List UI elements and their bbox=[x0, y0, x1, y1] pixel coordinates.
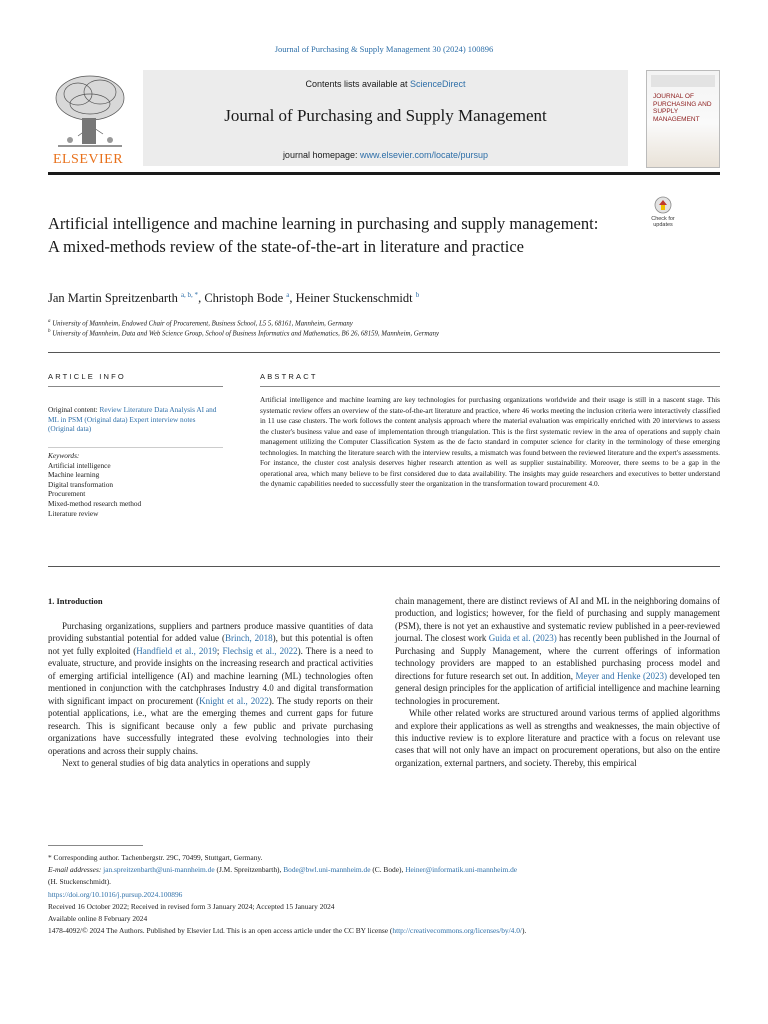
original-content-label: Original content: bbox=[48, 405, 100, 414]
crossmark-badge[interactable] bbox=[648, 196, 678, 228]
paragraph-text: has recently been published in the Journal of Purchasing and Supply Management, where the current offerings of information technology providers are mapped to an established purchasing process model and directions for future research set out. In addition, bbox=[395, 633, 720, 681]
divider bbox=[48, 566, 720, 567]
cover-text: JOURNAL OF PURCHASING AND SUPPLY MANAGEMENT bbox=[653, 93, 712, 123]
citation-link[interactable]: Knight et al., 2022 bbox=[199, 695, 269, 706]
paragraph-text: Purchasing organizations, suppliers and partners produce massive quantities of data providing substantial potential for added value ( bbox=[48, 621, 373, 644]
email-link[interactable]: jan.spreitzenbarth@uni-mannheim.de bbox=[103, 865, 215, 875]
elsevier-logo[interactable] bbox=[48, 70, 140, 168]
original-content-links[interactable]: Review Literature Data Analysis AI and ML in PSM (Original data) Expert interview notes (Original data) bbox=[48, 405, 217, 434]
citation-link[interactable]: Brinch, 2018 bbox=[224, 633, 273, 644]
article-title: Artificial intelligence and machine learning in purchasing and supply management: A mixed-methods review of the state-of-the-art in literature and practice bbox=[48, 214, 599, 256]
license-suffix: ). bbox=[521, 926, 527, 936]
affiliation bbox=[48, 319, 708, 327]
body-paragraph bbox=[48, 757, 373, 769]
available-online: Available online 8 February 2024 bbox=[48, 914, 148, 924]
affiliation-mark: b bbox=[48, 329, 51, 334]
paragraph-text: chain management, there are distinct reviews of AI and ML in the neighboring domains of production, and logistics; however, for the field of purchasing and supply management (PSM), there is not yet an exhaustive and systematic review published in a peer-reviewed journal. The closest work bbox=[395, 596, 720, 644]
author-marks[interactable]: b bbox=[415, 291, 420, 299]
affiliation-mark: a bbox=[48, 319, 51, 324]
masthead bbox=[48, 70, 720, 172]
crossmark-icon bbox=[650, 196, 676, 214]
citation-link[interactable]: Flechsig et al., 2022 bbox=[222, 645, 298, 656]
contents-line bbox=[143, 79, 628, 89]
sciencedirect-link[interactable]: ScienceDirect bbox=[410, 79, 466, 89]
email-link[interactable]: Bode@bwl.uni-mannheim.de bbox=[283, 865, 371, 875]
author-name[interactable]: Heiner Stuckenschmidt bbox=[295, 291, 413, 306]
paragraph-text: ). There is a need to evaluate, structure, and provide insights on the increasing research and practical activities of emerging artificial intelligence (AI) and machine learning (ML) technologies often mentioned in conjunction with the catchphrases Industry 4.0 and digital transformation with significant impact on procurement ( bbox=[48, 645, 373, 706]
author-list: Jan Martin Spreitzenbarth $^{a, b, *}$, Christoph Bode $^a$, Heiner Stuckenschmidt $^b$ bbox=[48, 291, 420, 306]
keyword: Procurement bbox=[48, 489, 86, 499]
section-heading: 1. Introduction bbox=[48, 596, 103, 606]
author-marks[interactable]: a bbox=[286, 291, 290, 299]
author-name[interactable]: Jan Martin Spreitzenbarth bbox=[48, 291, 178, 306]
citation-link[interactable]: Guida et al. (2023) bbox=[488, 633, 557, 644]
keyword: Artificial intelligence bbox=[48, 460, 111, 470]
journal-title: Journal of Purchasing and Supply Management bbox=[224, 106, 547, 125]
article-info-heading: ARTICLE INFO bbox=[48, 372, 126, 381]
publisher-name: ELSEVIER bbox=[52, 152, 124, 167]
cover-stripe bbox=[651, 75, 715, 87]
homepage-link[interactable]: www.elsevier.com/locate/pursup bbox=[360, 150, 489, 160]
journal-cover-image[interactable] bbox=[646, 70, 720, 168]
footnote-rule bbox=[48, 845, 143, 846]
crossmark-label: Check for updates bbox=[651, 216, 675, 228]
paragraph-text: ). The study reports on their potential applications, i.e., what are the emerging themes and current gaps for future research. This is significant because only a few public and private purchasing organizations have successfully integrated these evolving technologies into their operations and across their supply chains. bbox=[48, 695, 373, 756]
abstract-heading: ABSTRACT bbox=[260, 372, 318, 381]
keyword: Mixed-method research method bbox=[48, 498, 142, 508]
corresponding-author-note: * Corresponding author. Tachenbergstr. 29C, 70499, Stuttgart, Germany. bbox=[48, 853, 263, 862]
body-column-right bbox=[395, 595, 720, 769]
citation-link[interactable]: Meyer and Henke (2023) bbox=[575, 670, 667, 681]
body-paragraph bbox=[395, 595, 720, 707]
journal-banner bbox=[143, 70, 628, 166]
email-owner: (H. Stuckenschmidt). bbox=[48, 877, 112, 887]
paragraph-text: ; bbox=[216, 645, 223, 656]
original-content bbox=[48, 405, 223, 434]
email-owner: (J.M. Spreitzenbarth), bbox=[214, 865, 284, 875]
paragraph-text: Next to general studies of big data analytics in operations and supply bbox=[62, 757, 311, 768]
keyword: Machine learning bbox=[48, 470, 100, 480]
body-paragraph bbox=[395, 707, 720, 769]
email-label: E-mail addresses: bbox=[48, 865, 104, 875]
doi-link[interactable]: https://doi.org/10.1016/j.pursup.2024.100896 bbox=[48, 889, 183, 899]
keywords-label: Keywords: bbox=[48, 451, 80, 460]
paragraph-text: developed ten general design principles for the application of artificial intelligence and machine learning technologies in procurement. bbox=[395, 670, 720, 706]
email-addresses bbox=[48, 864, 720, 876]
body-paragraph bbox=[48, 620, 373, 757]
divider bbox=[48, 352, 720, 353]
affiliation-text: University of Mannheim, Endowed Chair of Procurement, Business School, L5 5, 68161, Mannheim, Germany bbox=[52, 320, 353, 328]
affiliation-text: University of Mannheim, Data and Web Science Group, School of Business Informatics and Mathematics, B6 26, 68159, Mannheim, Germany bbox=[52, 330, 440, 338]
email-owner: (C. Bode), bbox=[370, 865, 406, 875]
keyword: Literature review bbox=[48, 508, 99, 518]
tree-icon bbox=[48, 70, 132, 150]
keywords-block bbox=[48, 451, 223, 518]
email-link[interactable]: Heiner@informatik.uni-mannheim.de bbox=[405, 865, 518, 875]
masthead-rule bbox=[48, 172, 720, 175]
author-marks[interactable]: a, b, * bbox=[180, 291, 199, 299]
body-column-left bbox=[48, 620, 373, 769]
received-dates: Received 16 October 2022; Received in revised form 3 January 2024; Accepted 15 January 2024 bbox=[48, 901, 335, 911]
abstract-text: Artificial intelligence and machine learning are key technologies for purchasing organizations worldwide and their usage is still in a nascent stage. This systematic review offers an overview of the state-of-the-art literature and practice, where 46 works meeting the inclusion criteria were interactively classified in 11 use case clusters. The work follows the content analysis approach where the material evaluation was empirically enriched with 20 interviews to assess the cluster's business value and ease of implementation through triangulation. This is the first systematic review in the area of operations and supply chain management utilizing the Computer Classification System as the de facto standard in computer science for clarity in the terminology of these emerging technologies. In matching the literature search with the interview results, a mismatch was found between the reviewed literature and the expert's assessments. For instance, the cluster cost analysis deserves higher research attention as well as supplier sustainability. Moreover, there seems to be a gap in the operational area, which many believe to be first considered due to data availability. The insights may guide researchers and executives to better understand the dynamic capabilities needed to successfully steer the organization in the transformation toward procurement 4.0. bbox=[260, 395, 720, 488]
author-name[interactable]: Christoph Bode bbox=[204, 291, 284, 306]
paragraph-text: While other related works are structured around various terms of applied algorithms and explore their applications as well as strengths and weaknesses, the main objective of this inductive review is to explore literature and practice with a focus on relevant use cases that will not only have an impact on procurement operations, but also on the entire organization, external partners, and society. Thereby, this empirical bbox=[395, 708, 720, 768]
citation-link[interactable]: Handfield et al., 2019 bbox=[136, 645, 217, 656]
paragraph-text: ), but this potential is often not yet fully exploited ( bbox=[48, 633, 373, 656]
contents-prefix: Contents lists available at bbox=[305, 79, 411, 89]
keyword: Digital transformation bbox=[48, 479, 114, 489]
license-link[interactable]: http://creativecommons.org/licenses/by/4.0/ bbox=[392, 926, 522, 936]
divider bbox=[48, 386, 223, 387]
affiliation bbox=[48, 329, 708, 337]
footnotes bbox=[48, 852, 720, 937]
journal-homepage bbox=[143, 150, 628, 160]
license-line bbox=[48, 925, 720, 937]
license-text: 1478-4092/© 2024 The Authors. Published by Elsevier Ltd. This is an open access article under the CC BY license ( bbox=[48, 926, 393, 936]
journal-citation[interactable]: Journal of Purchasing & Supply Management 30 (2024) 100896 bbox=[274, 44, 494, 54]
homepage-prefix: journal homepage: bbox=[282, 150, 360, 160]
divider bbox=[48, 447, 223, 448]
divider bbox=[260, 386, 720, 387]
